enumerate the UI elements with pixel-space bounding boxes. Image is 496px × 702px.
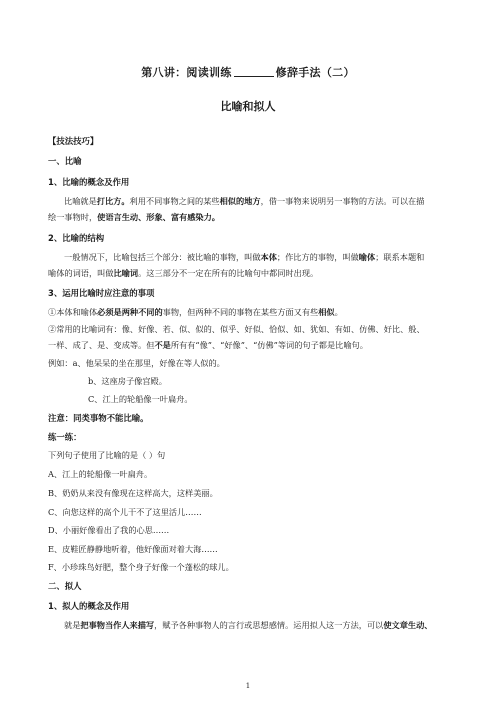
skills-heading: 【技法技巧】: [48, 136, 99, 146]
option-e: E、皮鞋匠静静地听着，他好像面对着大海……: [48, 544, 218, 554]
note-line: 注意：同类事物不能比喻。: [48, 413, 149, 423]
section-heading-metaphor: 一、比喻: [48, 156, 82, 166]
title-part-1: 第八讲：阅读训练: [141, 66, 232, 79]
subheading-notes: 3、运用比喻时应注意的事项: [48, 288, 155, 298]
paragraph-line: ②常用的比喻词有：像、好像、若、似、似的、似乎、好似、恰似、如、犹如、有如、仿佛、好比、般、: [48, 324, 425, 334]
option-a: A、江上的轮船像一叶扁舟。: [48, 469, 153, 479]
option-f: F、小珍珠鸟好肥，整个身子好像一个蓬松的球儿。: [48, 562, 234, 572]
subheading-personification-concept: 1、拟人的概念及作用: [48, 601, 130, 611]
page-number: 1: [245, 682, 251, 690]
paragraph-line: 喻体的词语，叫做比喻词。这三部分不一定在所有的比喻句中都同时出现。: [48, 268, 319, 278]
option-b: B、奶奶从来没有像现在这样高大，这样美丽。: [48, 488, 218, 498]
lesson-title: [0, 64, 496, 80]
paragraph-line: 绘一事物时，使语言生动、形象、富有感染力。: [48, 212, 220, 222]
lesson-subtitle: 比喻和拟人: [220, 100, 276, 113]
paragraph-line: 比喻就是打比方。利用不同事物之间的某些相似的地方，借一事物来说明另一事物的方法。可以在描: [64, 196, 425, 206]
example-a: 例如：a、他呆呆的坐在那里，好像在等人似的。: [48, 358, 225, 368]
paragraph-line: 就是把事物当作人来描写，赋予各种事物人的言行或思想感情。运用拟人这一方法，可以使文章生动、: [64, 620, 433, 630]
practice-heading: 练一练：: [48, 432, 82, 442]
paragraph-line: ①本体和喻体必须是两种不同的事物，但两种不同的事物在某些方面又有些相似。: [48, 307, 343, 317]
example-c: C、江上的轮船像一叶扁舟。: [88, 394, 193, 404]
title-blank-line: [234, 66, 274, 77]
title-part-2: 修辞手法（二）: [275, 66, 355, 79]
paragraph-line: 一般情况下，比喻包括三个部分：被比喻的事物，叫做本体；作比方的事物，叫做喻体；联系本题和: [64, 252, 425, 262]
question-line: 下列句子使用了比喻的是（ ）句: [48, 450, 166, 460]
paragraph-line: 一样、成了、是、变成等。但不是所有有“像”、“好像”、“仿佛”等词的句子都是比喻句。: [48, 340, 368, 350]
example-b: b、这座房子像宫殿。: [88, 376, 167, 386]
option-d: D、小丽好像看出了我的心思……: [48, 525, 170, 535]
section-heading-personification: 二、拟人: [48, 581, 82, 591]
option-c: C、向您这样的高个儿干不了这里活儿……: [48, 507, 202, 517]
subheading-structure: 2、比喻的结构: [48, 233, 105, 243]
subheading-concept: 1、比喻的概念及作用: [48, 177, 130, 187]
